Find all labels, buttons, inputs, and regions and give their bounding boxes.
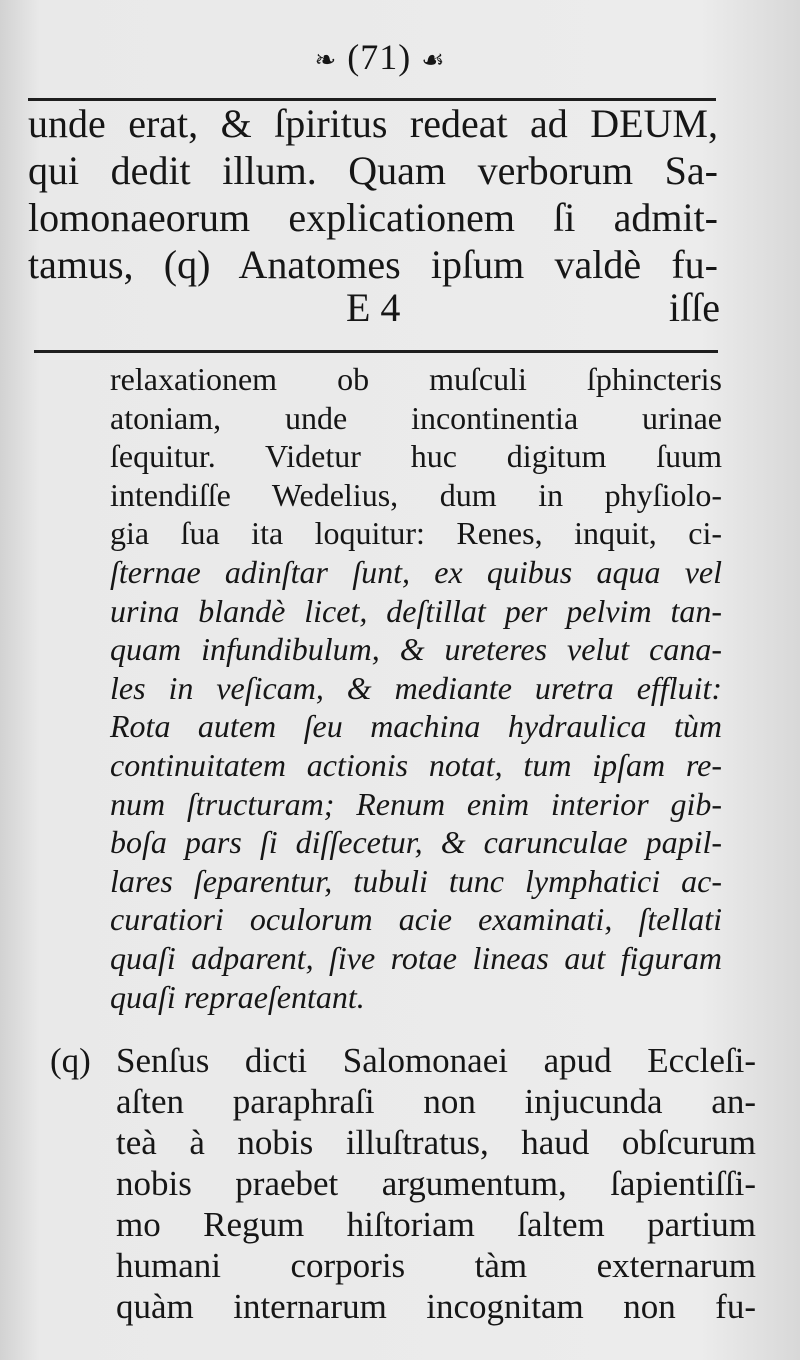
footnote-line-italic: ſternae adinſtar ſunt, ex quibus aqua vel [110,553,722,590]
footnote-continuation [110,360,722,1016]
page-number: (71) [347,37,412,77]
footnote-line: Senſus dicti Salomonaei apud Eccleſi- [116,1041,756,1080]
footnote-line: nobis praebet argumentum, ſapientiſſi- [116,1164,756,1203]
signature-mark: E 4 [346,285,401,330]
footnote-line-italic: les in veſicam, & mediante uretra effluit: [110,669,722,706]
footnote-line: relaxationem ob muſculi ſphincteris [110,361,722,397]
ornament-right: ☙ [421,45,446,75]
footnote-line-italic: num ſtructuram; Renum enim interior gib- [110,785,722,822]
footnote-line-italic: quaſi repraeſentant. [110,978,365,1015]
footnote-line: mo Regum hiſtoriam ſaltem partium [116,1205,756,1244]
footnote-line: ſequitur. Videtur huc digitum ſuum [110,438,722,475]
footnote-q-body [116,1040,756,1327]
footnote-line-italic: quaſi adparent, ſive rotae lineas aut figuram [110,939,722,976]
main-line: qui dedit illum. Quam verborum Sa- [28,148,718,193]
main-line: lomonaeorum explicationem ſi admit- [28,195,718,240]
footnote-rule [34,350,718,353]
footnote-line-italic: curatiori oculorum acie examinati, ſtellati [110,901,722,938]
footnote-line-italic: quam infundibulum, & ureteres velut cana- [110,631,722,668]
footnote-label: (q) [50,1041,91,1080]
footnote-line-italic: continuitatem actionis notat, tum ipſam re- [110,746,722,783]
page-header [0,36,760,78]
footnote-line: quàm internarum incognitam non fu- [116,1287,756,1326]
footnote-line: atoniam, unde incontinentia urinae [110,399,722,436]
main-text [28,100,718,288]
footnote-line-italic: boſa pars ſi diſſecetur, & carunculae papil- [110,824,722,861]
footnote-line: teà à nobis illuſtratus, haud obſcurum [116,1123,756,1162]
footnote-line-italic: lares ſeparentur, tubuli tunc lymphatici ac- [110,862,722,899]
footnote-line: gia ſua ita loquitur: Renes, inquit, ci- [110,515,722,552]
catchword: iſſe [668,285,720,330]
footnote-line-italic: urina blandè licet, deſtillat per pelvim tan- [110,592,722,629]
footnote-line: intendiſſe Wedelius, dum in phyſiolo- [110,476,722,513]
footnote-line: humani corporis tàm externarum [116,1246,756,1285]
main-line: tamus, (q) Anatomes ipſum valdè fu- [28,242,718,287]
ornament-left: ❧ [314,45,338,75]
footnote-line-italic: Rota autem ſeu machina hydraulica tùm [110,708,722,745]
footnote-line: aſten paraphraſi non injucunda an- [116,1082,756,1121]
main-line: unde erat, & ſpiritus redeat ad DEUM, [28,101,718,146]
